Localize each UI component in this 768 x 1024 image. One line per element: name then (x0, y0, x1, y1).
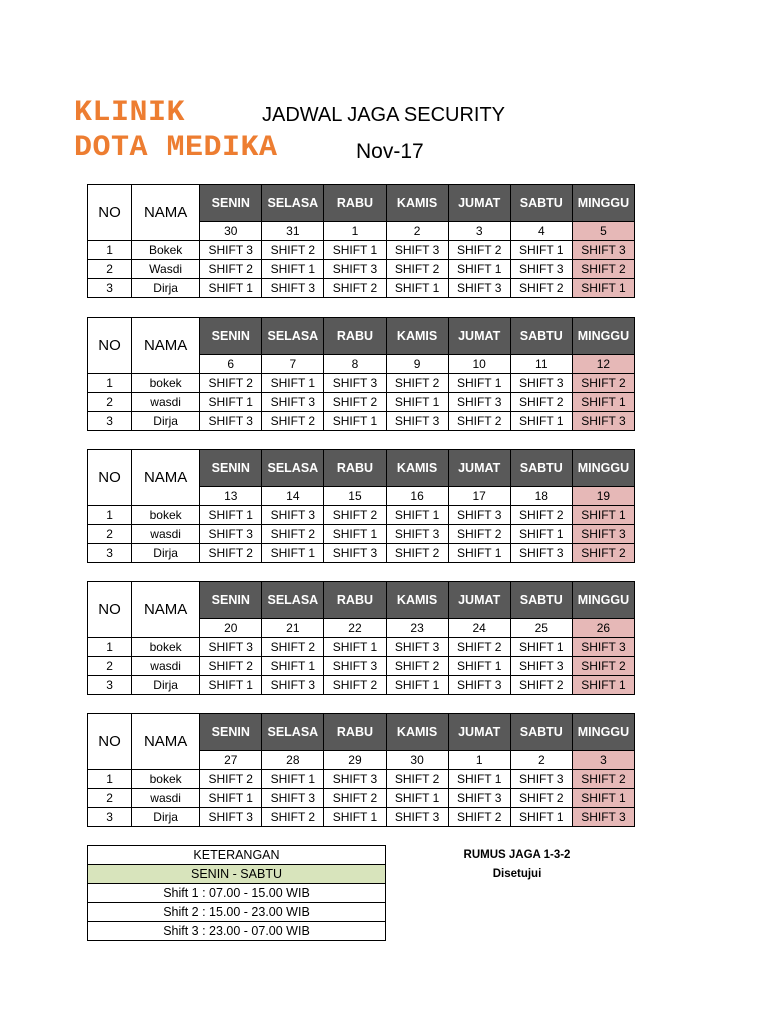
shift-cell: SHIFT 1 (324, 412, 386, 431)
shift-cell: SHIFT 1 (200, 279, 262, 298)
day-header-senin: SENIN (200, 450, 262, 487)
shift-cell: SHIFT 3 (572, 412, 634, 431)
shift-cell: SHIFT 3 (510, 657, 572, 676)
legend-shift-2: Shift 2 : 15.00 - 23.00 WIB (88, 903, 386, 922)
guard-name: Dirja (132, 544, 200, 563)
date-cell: 16 (386, 487, 448, 506)
legend-shift-3: Shift 3 : 23.00 - 07.00 WIB (88, 922, 386, 941)
date-cell: 2 (386, 222, 448, 241)
shift-cell: SHIFT 2 (448, 638, 510, 657)
day-header-senin: SENIN (200, 185, 262, 222)
column-header-nama: NAMA (132, 450, 200, 506)
day-header-senin: SENIN (200, 714, 262, 751)
shift-cell: SHIFT 2 (324, 393, 386, 412)
table-row (88, 260, 635, 279)
day-header-jumat: JUMAT (448, 714, 510, 751)
week-table-3 (87, 449, 635, 563)
date-cell: 1 (448, 751, 510, 770)
day-header-kamis: KAMIS (386, 450, 448, 487)
shift-cell: SHIFT 1 (448, 544, 510, 563)
day-header-sabtu: SABTU (510, 714, 572, 751)
shift-cell: SHIFT 1 (572, 676, 634, 695)
shift-cell: SHIFT 2 (200, 770, 262, 789)
date-cell: 12 (572, 355, 634, 374)
shift-cell: SHIFT 1 (324, 241, 386, 260)
day-header-kamis: KAMIS (386, 318, 448, 355)
table-row (88, 412, 635, 431)
shift-cell: SHIFT 3 (262, 789, 324, 808)
shift-cell: SHIFT 2 (510, 506, 572, 525)
shift-cell: SHIFT 1 (324, 525, 386, 544)
shift-cell: SHIFT 1 (324, 638, 386, 657)
shift-cell: SHIFT 2 (510, 676, 572, 695)
date-cell: 14 (262, 487, 324, 506)
shift-cell: SHIFT 2 (448, 525, 510, 544)
row-number: 2 (88, 260, 132, 279)
shift-cell: SHIFT 1 (572, 279, 634, 298)
table-row (88, 770, 635, 789)
guard-name: Dirja (132, 676, 200, 695)
day-header-selasa: SELASA (262, 185, 324, 222)
clinic-name-line2: DOTA MEDIKA (74, 131, 278, 165)
date-cell: 13 (200, 487, 262, 506)
shift-cell: SHIFT 1 (510, 241, 572, 260)
table-row (88, 374, 635, 393)
shift-cell: SHIFT 1 (386, 676, 448, 695)
week-table-2 (87, 317, 635, 431)
table-row (88, 279, 635, 298)
date-cell: 27 (200, 751, 262, 770)
shift-cell: SHIFT 3 (200, 808, 262, 827)
shift-cell: SHIFT 2 (262, 638, 324, 657)
day-header-selasa: SELASA (262, 318, 324, 355)
shift-cell: SHIFT 2 (386, 657, 448, 676)
week-table-4 (87, 581, 635, 695)
day-header-minggu: MINGGU (572, 450, 634, 487)
shift-cell: SHIFT 2 (386, 770, 448, 789)
row-number: 2 (88, 525, 132, 544)
row-number: 3 (88, 279, 132, 298)
date-cell: 5 (572, 222, 634, 241)
day-header-minggu: MINGGU (572, 318, 634, 355)
shift-cell: SHIFT 3 (510, 260, 572, 279)
day-header-row (88, 714, 635, 751)
shift-cell: SHIFT 3 (200, 525, 262, 544)
shift-cell: SHIFT 3 (510, 374, 572, 393)
shift-cell: SHIFT 2 (448, 412, 510, 431)
day-header-senin: SENIN (200, 582, 262, 619)
row-number: 1 (88, 506, 132, 525)
day-header-rabu: RABU (324, 450, 386, 487)
day-header-row (88, 450, 635, 487)
shift-cell: SHIFT 2 (386, 374, 448, 393)
date-cell: 19 (572, 487, 634, 506)
shift-cell: SHIFT 2 (200, 374, 262, 393)
column-header-no: NO (88, 185, 132, 241)
day-header-selasa: SELASA (262, 450, 324, 487)
legend-shift-1: Shift 1 : 07.00 - 15.00 WIB (88, 884, 386, 903)
row-number: 2 (88, 393, 132, 412)
shift-cell: SHIFT 3 (386, 808, 448, 827)
day-header-sabtu: SABTU (510, 318, 572, 355)
shift-cell: SHIFT 3 (324, 374, 386, 393)
guard-name: Wasdi (132, 260, 200, 279)
date-cell: 4 (510, 222, 572, 241)
table-row (88, 544, 635, 563)
shift-cell: SHIFT 3 (324, 544, 386, 563)
shift-cell: SHIFT 1 (572, 506, 634, 525)
shift-cell: SHIFT 1 (448, 260, 510, 279)
day-header-sabtu: SABTU (510, 582, 572, 619)
shift-cell: SHIFT 2 (262, 412, 324, 431)
column-header-no: NO (88, 450, 132, 506)
day-header-minggu: MINGGU (572, 714, 634, 751)
date-cell: 3 (448, 222, 510, 241)
day-header-kamis: KAMIS (386, 582, 448, 619)
date-cell: 21 (262, 619, 324, 638)
date-cell: 20 (200, 619, 262, 638)
shift-cell: SHIFT 1 (448, 770, 510, 789)
column-header-nama: NAMA (132, 582, 200, 638)
legend-subtitle: SENIN - SABTU (88, 865, 386, 884)
shift-cell: SHIFT 3 (262, 393, 324, 412)
shift-cell: SHIFT 2 (200, 544, 262, 563)
shift-cell: SHIFT 3 (386, 525, 448, 544)
shift-cell: SHIFT 3 (572, 525, 634, 544)
day-header-kamis: KAMIS (386, 714, 448, 751)
shift-cell: SHIFT 2 (510, 279, 572, 298)
shift-cell: SHIFT 2 (324, 789, 386, 808)
day-header-jumat: JUMAT (448, 185, 510, 222)
shift-cell: SHIFT 1 (510, 638, 572, 657)
guard-name: bokek (132, 638, 200, 657)
shift-cell: SHIFT 1 (572, 393, 634, 412)
shift-cell: SHIFT 2 (386, 260, 448, 279)
guard-name: Dirja (132, 808, 200, 827)
shift-cell: SHIFT 1 (262, 374, 324, 393)
shift-cell: SHIFT 1 (262, 260, 324, 279)
shift-cell: SHIFT 3 (448, 506, 510, 525)
day-header-row (88, 318, 635, 355)
shift-cell: SHIFT 3 (448, 676, 510, 695)
day-header-sabtu: SABTU (510, 450, 572, 487)
shift-cell: SHIFT 3 (262, 676, 324, 695)
shift-cell: SHIFT 2 (324, 279, 386, 298)
week-table-1 (87, 184, 635, 298)
day-header-row (88, 185, 635, 222)
shift-cell: SHIFT 1 (448, 374, 510, 393)
shift-cell: SHIFT 3 (262, 506, 324, 525)
date-cell: 30 (386, 751, 448, 770)
row-number: 3 (88, 544, 132, 563)
day-header-senin: SENIN (200, 318, 262, 355)
shift-cell: SHIFT 1 (386, 279, 448, 298)
date-cell: 18 (510, 487, 572, 506)
guard-name: wasdi (132, 789, 200, 808)
shift-cell: SHIFT 2 (572, 374, 634, 393)
shift-cell: SHIFT 2 (262, 525, 324, 544)
shift-cell: SHIFT 3 (448, 789, 510, 808)
shift-cell: SHIFT 3 (510, 770, 572, 789)
row-number: 3 (88, 808, 132, 827)
day-header-minggu: MINGGU (572, 185, 634, 222)
legend-table (87, 845, 386, 941)
guard-name: Dirja (132, 279, 200, 298)
day-header-rabu: RABU (324, 714, 386, 751)
shift-cell: SHIFT 3 (448, 279, 510, 298)
shift-cell: SHIFT 3 (200, 638, 262, 657)
rotation-formula: RUMUS JAGA 1-3-2 (463, 849, 571, 861)
row-number: 2 (88, 789, 132, 808)
shift-cell: SHIFT 3 (386, 638, 448, 657)
shift-cell: SHIFT 2 (572, 770, 634, 789)
column-header-no: NO (88, 714, 132, 770)
row-number: 3 (88, 412, 132, 431)
shift-cell: SHIFT 1 (386, 506, 448, 525)
guard-name: wasdi (132, 393, 200, 412)
date-cell: 2 (510, 751, 572, 770)
table-row (88, 638, 635, 657)
shift-cell: SHIFT 2 (572, 260, 634, 279)
guard-name: bokek (132, 506, 200, 525)
day-header-sabtu: SABTU (510, 185, 572, 222)
schedule-title: JADWAL JAGA SECURITY (262, 104, 506, 126)
shift-cell: SHIFT 3 (386, 412, 448, 431)
shift-cell: SHIFT 1 (448, 657, 510, 676)
shift-cell: SHIFT 1 (386, 393, 448, 412)
day-header-row (88, 582, 635, 619)
week-table-5 (87, 713, 635, 827)
guard-name: wasdi (132, 525, 200, 544)
shift-cell: SHIFT 3 (448, 393, 510, 412)
shift-cell: SHIFT 3 (386, 241, 448, 260)
shift-cell: SHIFT 1 (262, 544, 324, 563)
date-cell: 26 (572, 619, 634, 638)
guard-name: Dirja (132, 412, 200, 431)
shift-cell: SHIFT 1 (262, 770, 324, 789)
day-header-jumat: JUMAT (448, 318, 510, 355)
date-cell: 8 (324, 355, 386, 374)
shift-cell: SHIFT 1 (572, 789, 634, 808)
date-cell: 25 (510, 619, 572, 638)
date-cell: 22 (324, 619, 386, 638)
day-header-minggu: MINGGU (572, 582, 634, 619)
date-cell: 9 (386, 355, 448, 374)
shift-cell: SHIFT 1 (200, 506, 262, 525)
date-cell: 30 (200, 222, 262, 241)
table-row (88, 241, 635, 260)
guard-name: bokek (132, 770, 200, 789)
shift-cell: SHIFT 1 (324, 808, 386, 827)
guard-name: Bokek (132, 241, 200, 260)
date-cell: 6 (200, 355, 262, 374)
day-header-rabu: RABU (324, 582, 386, 619)
shift-cell: SHIFT 3 (324, 260, 386, 279)
date-cell: 28 (262, 751, 324, 770)
shift-cell: SHIFT 1 (200, 676, 262, 695)
shift-cell: SHIFT 3 (324, 770, 386, 789)
column-header-nama: NAMA (132, 318, 200, 374)
day-header-rabu: RABU (324, 185, 386, 222)
shift-cell: SHIFT 2 (324, 676, 386, 695)
day-header-jumat: JUMAT (448, 582, 510, 619)
shift-cell: SHIFT 3 (510, 544, 572, 563)
shift-cell: SHIFT 1 (510, 525, 572, 544)
shift-cell: SHIFT 2 (386, 544, 448, 563)
shift-cell: SHIFT 1 (262, 657, 324, 676)
shift-cell: SHIFT 2 (572, 544, 634, 563)
guard-name: wasdi (132, 657, 200, 676)
shift-cell: SHIFT 3 (324, 657, 386, 676)
date-cell: 3 (572, 751, 634, 770)
date-cell: 7 (262, 355, 324, 374)
column-header-nama: NAMA (132, 185, 200, 241)
column-header-nama: NAMA (132, 714, 200, 770)
date-cell: 23 (386, 619, 448, 638)
shift-cell: SHIFT 2 (324, 506, 386, 525)
shift-cell: SHIFT 3 (262, 279, 324, 298)
date-cell: 11 (510, 355, 572, 374)
table-row (88, 808, 635, 827)
table-row (88, 789, 635, 808)
shift-cell: SHIFT 1 (200, 393, 262, 412)
table-row (88, 657, 635, 676)
day-header-kamis: KAMIS (386, 185, 448, 222)
date-cell: 29 (324, 751, 386, 770)
approval-label: Disetujui (492, 868, 542, 880)
date-cell: 15 (324, 487, 386, 506)
shift-cell: SHIFT 2 (510, 393, 572, 412)
date-cell: 1 (324, 222, 386, 241)
shift-cell: SHIFT 2 (572, 657, 634, 676)
shift-cell: SHIFT 1 (510, 412, 572, 431)
row-number: 1 (88, 241, 132, 260)
row-number: 3 (88, 676, 132, 695)
table-row (88, 676, 635, 695)
row-number: 1 (88, 374, 132, 393)
schedule-month: Nov-17 (356, 140, 424, 163)
day-header-selasa: SELASA (262, 582, 324, 619)
date-cell: 31 (262, 222, 324, 241)
row-number: 1 (88, 638, 132, 657)
shift-cell: SHIFT 2 (200, 260, 262, 279)
date-cell: 17 (448, 487, 510, 506)
day-header-selasa: SELASA (262, 714, 324, 751)
row-number: 2 (88, 657, 132, 676)
table-row (88, 525, 635, 544)
legend-title: KETERANGAN (88, 846, 386, 865)
column-header-no: NO (88, 582, 132, 638)
shift-cell: SHIFT 2 (262, 241, 324, 260)
table-row (88, 393, 635, 412)
shift-cell: SHIFT 2 (510, 789, 572, 808)
shift-cell: SHIFT 1 (200, 789, 262, 808)
shift-cell: SHIFT 3 (572, 638, 634, 657)
shift-cell: SHIFT 2 (200, 657, 262, 676)
shift-cell: SHIFT 1 (510, 808, 572, 827)
shift-cell: SHIFT 2 (448, 241, 510, 260)
shift-cell: SHIFT 2 (262, 808, 324, 827)
table-row (88, 506, 635, 525)
row-number: 1 (88, 770, 132, 789)
shift-cell: SHIFT 1 (386, 789, 448, 808)
date-cell: 24 (448, 619, 510, 638)
clinic-name-line1: KLINIK (74, 96, 186, 130)
day-header-jumat: JUMAT (448, 450, 510, 487)
shift-cell: SHIFT 2 (448, 808, 510, 827)
day-header-rabu: RABU (324, 318, 386, 355)
date-cell: 10 (448, 355, 510, 374)
shift-cell: SHIFT 3 (200, 241, 262, 260)
column-header-no: NO (88, 318, 132, 374)
guard-name: bokek (132, 374, 200, 393)
shift-cell: SHIFT 3 (200, 412, 262, 431)
shift-cell: SHIFT 3 (572, 241, 634, 260)
shift-cell: SHIFT 3 (572, 808, 634, 827)
